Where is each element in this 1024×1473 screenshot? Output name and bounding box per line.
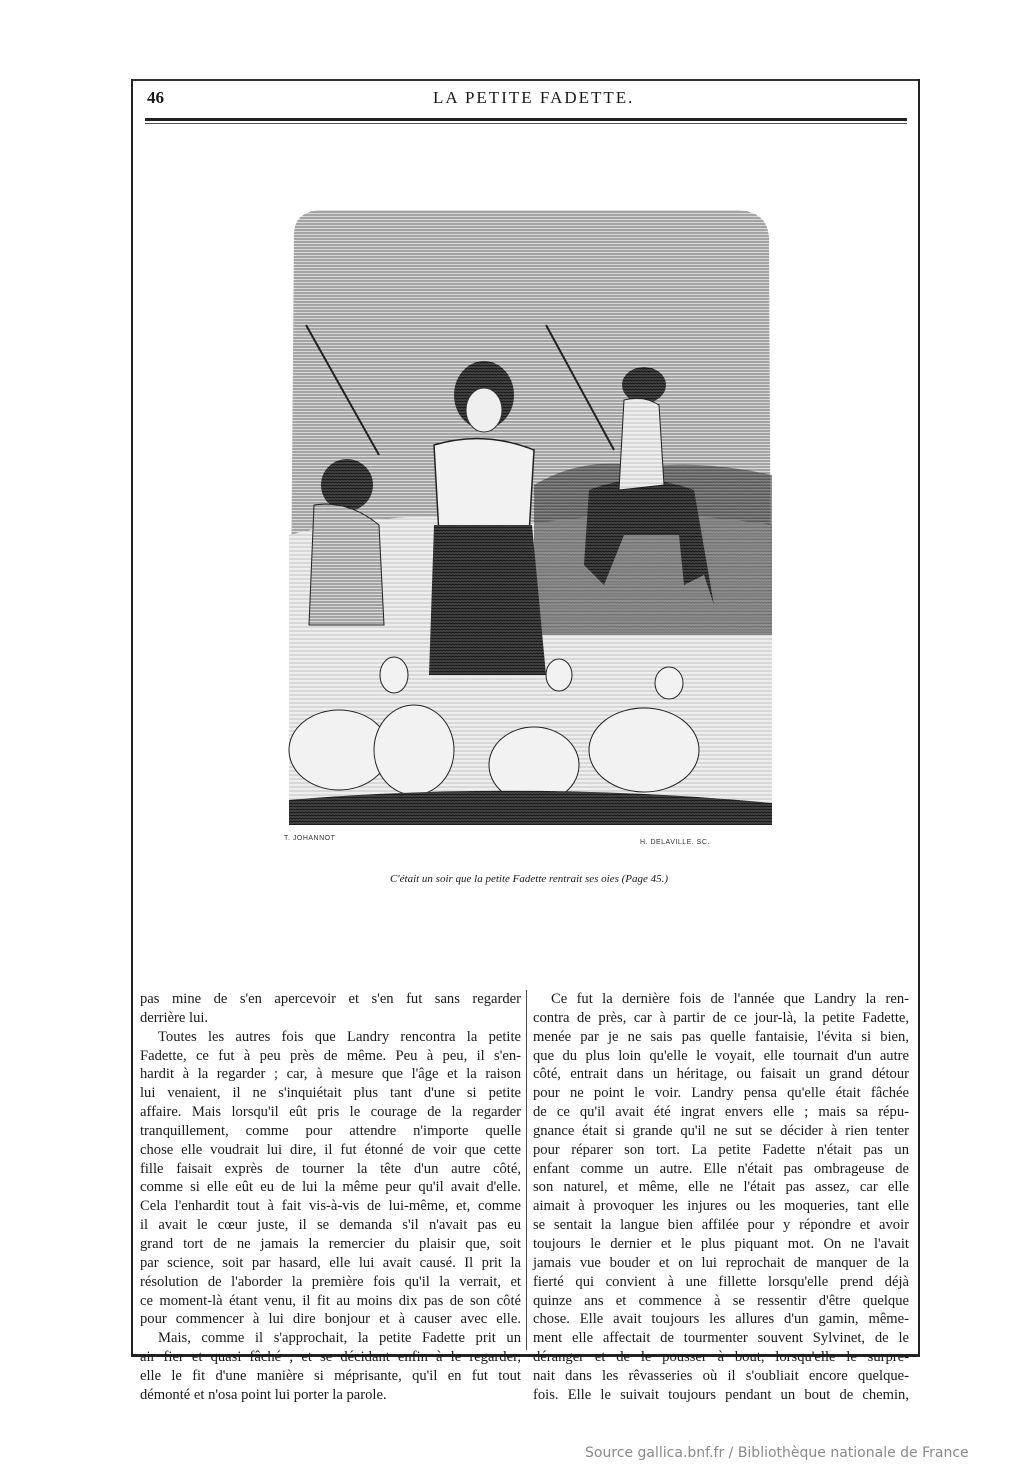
text-line: grand tort de ne jamais la remercier du plaisir que, soit (140, 1235, 521, 1252)
text-line: pour réparer son tort. La petite Fadette n'était pas un (533, 1141, 909, 1158)
text-line: pour commencer à lui dire bonjour et à causer avec elle. (140, 1311, 521, 1328)
text-line: que du plus loin qu'elle le voyait, elle tournait d'un autre (533, 1047, 909, 1064)
text-line: se sentait la langue bien affilée pour y répondre et avoir (533, 1217, 909, 1234)
goose-4 (589, 708, 699, 792)
text-line: air fier et quasi fâché ; et se décidant enfin à le regarder, (140, 1349, 521, 1366)
column-divider (526, 990, 527, 1350)
text-line: son naturel, et même, elle ne l'était pas assez, car elle (533, 1179, 909, 1196)
text-column-left (140, 990, 521, 1405)
child-body (309, 504, 384, 625)
text-line: affaire. Mais lorsqu'il eût pris le courage de la regarder (140, 1104, 521, 1121)
text-line: quinze ans et commence à se ressentir d'être quelque (533, 1292, 909, 1309)
text-line: derrière lui. (140, 1009, 209, 1026)
text-line: hardit à la regarder ; car, à mesure que l'âge et la raison (140, 1066, 521, 1083)
text-line: résolution de l'aborder la première fois qu'il la verrait, et (140, 1273, 521, 1290)
text-line: pas mine de s'en apercevoir et s'en fut sans regarder (140, 991, 521, 1007)
text-line: démonté et n'osa point lui porter la parole. (140, 1386, 387, 1403)
text-line: côté, entrait dans un héritage, ou faisait un grand détour (533, 1066, 909, 1083)
header-rule (145, 118, 907, 121)
text-line: aimait à provoquer les injures ou les moqueries, tant elle (533, 1198, 909, 1215)
text-line: elle le fit d'une manière si méprisante, qu'il en fut tout (140, 1367, 521, 1384)
text-line: fierté qui convient à une fillette lorsqu'elle prend déjà (533, 1273, 909, 1290)
text-line: nait dans les rêvasseries où il s'oubliait encore quelque- (533, 1367, 909, 1384)
text-line: il avait le cœur juste, il se demanda s'il n'avait pas eu (140, 1217, 521, 1234)
text-line: tranquillement, comme pour attendre n'importe quelle (140, 1122, 521, 1139)
page-number: 46 (147, 88, 164, 107)
illustration-caption: C'était un soir que la petite Fadette rentrait ses oies (Page 45.) (389, 873, 669, 885)
header-rule-thin (145, 123, 907, 124)
text-line: déranger et de le pousser à bout, lorsqu'elle le surpre- (533, 1349, 909, 1366)
artist-credit: T. JOHANNOT (284, 835, 336, 842)
engraver-credit: H. DELAVILLE. SC. (640, 839, 710, 846)
text-line: toujours le dernier et le plus piquant mot. On ne l'avait (533, 1235, 909, 1252)
text-line: lui venaient, il ne s'inquiétait plus tant d'une si petite (140, 1085, 521, 1102)
text-line: jamais vue bouder et on lui reprochait de manquer de la (533, 1254, 909, 1271)
child-head (321, 459, 373, 511)
text-line: chose. Elle avait toujours les allures d'un gamin, même- (533, 1311, 909, 1328)
girl-skirt (429, 525, 546, 675)
text-line: contra de près, car à partir de ce jour-là, la petite Fadette, (533, 1009, 909, 1026)
text-line: Mais, comme il s'approchait, la petite Fadette prit un (158, 1330, 521, 1347)
girl-blouse (434, 439, 534, 535)
running-head: LA PETITE FADETTE. (433, 88, 635, 107)
text-line: Ce fut la dernière fois de l'année que Landry la ren- (551, 991, 909, 1007)
goose-3-head (546, 659, 572, 691)
goose-4-head (655, 667, 683, 699)
text-line: pour ne point le voir. Landry pensa qu'elle était fâchée (533, 1085, 909, 1102)
text-line: comme si elle eût eu de lui la même peur qu'il avait d'elle. (140, 1179, 521, 1196)
rider-body (619, 398, 664, 490)
text-column-right (533, 990, 909, 1405)
text-line: Cela l'enhardit tout à fait vis-à-vis de lui-même, et, comme (140, 1198, 521, 1215)
source-attribution: Source gallica.bnf.fr / Bibliothèque nationale de France (585, 1445, 969, 1461)
text-line: fois. Elle le suivait toujours pendant un bout de chemin, (533, 1386, 909, 1403)
text-line: Fadette, ce fut à peu près de même. Peu à peu, il s'en- (140, 1047, 521, 1064)
goose-2 (374, 705, 454, 795)
text-line: fille faisait exprès de tourner la tête d'un autre côté, (140, 1160, 521, 1177)
text-line: enfant comme un autre. Elle n'était pas ombrageuse de (533, 1160, 909, 1177)
rider-hat (622, 367, 666, 403)
girl-face (466, 388, 502, 432)
text-line: de ce qu'il avait été ingrat envers elle ; mais sa répu- (533, 1104, 909, 1121)
text-line: par science, soit par hasard, elle lui avait causé. Il prit la (140, 1254, 521, 1271)
text-line: ment elle affectait de tourmenter souvent Sylvinet, de le (533, 1330, 909, 1347)
text-line: ce moment-là étant venu, il fit au moins dix pas de son côté (140, 1292, 521, 1309)
text-line: menée par je ne sais pas quelle fantaisie, l'évita si bien, (533, 1028, 909, 1045)
engraving-illustration (284, 205, 774, 831)
text-line: gnance était si grande qu'il ne sut se décider à rien tenter (533, 1122, 909, 1139)
goose-2-head (380, 657, 408, 693)
text-line: chose elle voudrait lui dire, il fut étonné de voir que cette (140, 1141, 521, 1158)
text-line: Toutes les autres fois que Landry rencontra la petite (158, 1028, 521, 1045)
